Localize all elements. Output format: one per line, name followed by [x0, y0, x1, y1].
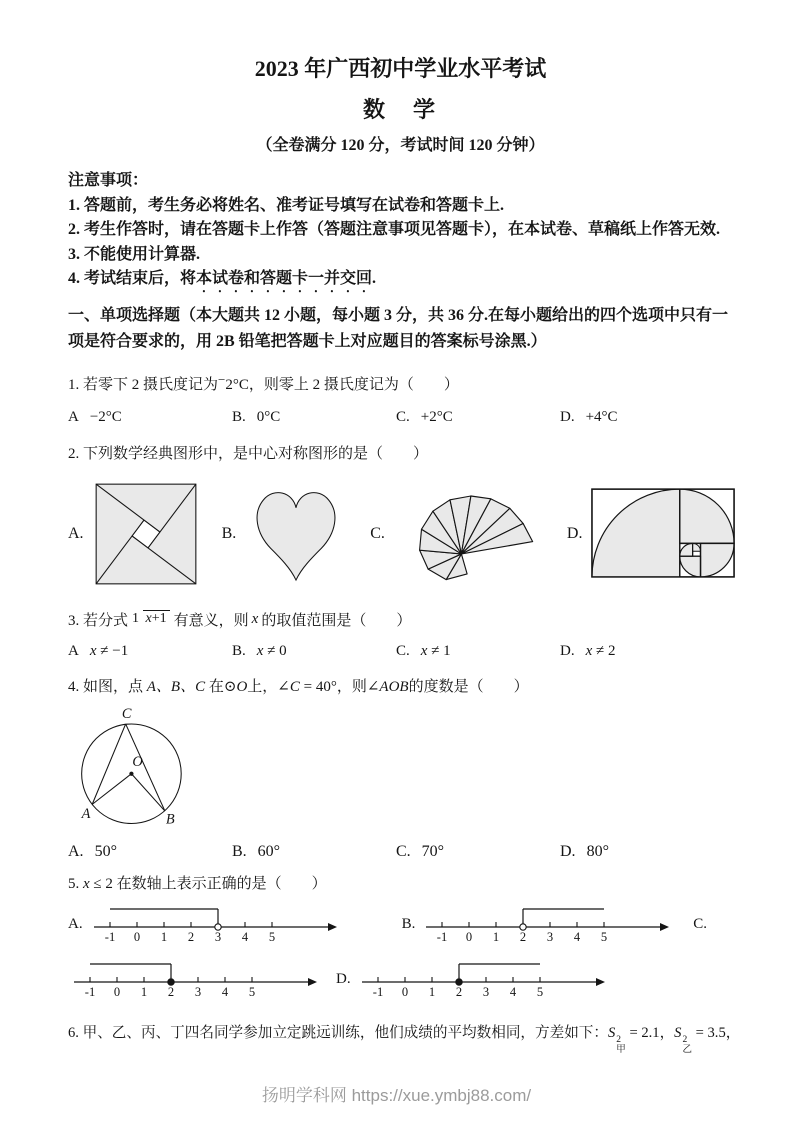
svg-text:2: 2 [520, 930, 527, 944]
question-3-options [68, 643, 733, 660]
circle-figure [74, 704, 208, 832]
golden-spiral-rectangle-figure [590, 487, 738, 581]
q6-s2-sub: 乙 [682, 1044, 692, 1055]
spiral-of-theodorus-fan-figure [393, 473, 545, 595]
svg-text:5: 5 [536, 985, 543, 999]
notice-item-4 [68, 267, 733, 296]
svg-text:1: 1 [493, 930, 500, 944]
q3-option-c-rest: ≠ 1 [427, 643, 451, 659]
q5-option-c-label: C. [693, 916, 707, 932]
q4-option-c-text: 70° [421, 843, 445, 860]
q4-option-b [232, 843, 396, 861]
q6-s1-sub: 甲 [616, 1044, 626, 1055]
q3-option-b-var: x [256, 643, 264, 659]
q1-option-c-text: +2°C [420, 409, 453, 425]
q4-option-c [396, 843, 560, 861]
q1-option-b-text: 0°C [256, 409, 281, 425]
q4-angle-aob: AOB [379, 679, 409, 695]
question-1-text [68, 369, 733, 396]
q3-option-b-label: B. [232, 643, 246, 659]
q1-option-b-label: B. [232, 409, 246, 425]
svg-text:-1: -1 [84, 985, 96, 999]
q5-option-b-label: B. [401, 916, 416, 932]
svg-text:3: 3 [482, 985, 489, 999]
q3-option-d-rest: ≠ 2 [592, 643, 616, 659]
q4-points: A、B、C [146, 679, 206, 695]
svg-text:0: 0 [401, 985, 408, 999]
q5-option-a-label: A. [68, 916, 83, 932]
q4-text-mid2: 上，∠ [247, 679, 290, 695]
number-line-figure-b [420, 899, 672, 950]
q2-option-a [68, 480, 200, 588]
svg-text:4: 4 [241, 930, 248, 944]
number-line-figure-a [88, 899, 340, 950]
exam-info: （全卷满分 120 分，考试时间 120 分钟） [256, 137, 545, 154]
question-5-text [68, 874, 733, 895]
q4-option-a-text: 50° [94, 843, 117, 860]
q5-text-post: ≤ 2 在数轴上表示正确的是（ ） [89, 876, 327, 892]
q3-var-x: x [251, 611, 259, 627]
q6-s1-sup: 2 [616, 1035, 622, 1045]
q1-option-a-text: −2°C [89, 409, 122, 425]
q5-option-d-label: D. [336, 971, 351, 987]
notice-item-2: 2. 考生作答时，请在答题卡上作答（答题注意事项见答题卡），在本试卷、草稿纸上作答无效. [68, 221, 721, 238]
svg-text:1: 1 [428, 985, 435, 999]
q2-option-b [222, 484, 349, 584]
q4-text-mid1: 在⊙ [208, 679, 237, 695]
q3-option-c-label: C. [396, 643, 410, 659]
q5-text-pre: 5. [68, 876, 83, 892]
q3-option-a-label: A [68, 643, 79, 659]
q4-center-o: O [236, 679, 248, 695]
q6-text-pre: 6. 甲、乙、丙、丁四名同学参加立定跳远训练，他们成绩的平均数相同，方差如下： [68, 1025, 608, 1041]
q1-option-c-label: C. [396, 409, 410, 425]
notice-item-3: 3. 不能使用计算器. [68, 245, 201, 263]
svg-text:5: 5 [268, 930, 275, 944]
svg-text:0: 0 [466, 930, 473, 944]
q2-option-b-label: B. [221, 525, 237, 542]
q4-option-d-text: 80° [586, 843, 609, 860]
question-6-text [68, 1021, 741, 1056]
q2-option-d [567, 487, 739, 581]
question-5-row-1 [68, 899, 733, 950]
q6-s1-base: S [607, 1025, 616, 1041]
q1-temp-value: 2°C [225, 377, 249, 393]
q5-option-b [402, 899, 673, 950]
q3-option-d-var: x [585, 643, 593, 659]
question-1-options [68, 409, 733, 426]
svg-text:1: 1 [160, 930, 167, 944]
q3-option-b [232, 643, 396, 660]
svg-text:3: 3 [194, 985, 202, 999]
q1-option-c [396, 409, 560, 426]
svg-text:4: 4 [509, 985, 516, 999]
notice-heading: 注意事项： [68, 172, 149, 189]
q4-label-b: B [165, 811, 175, 828]
q1-option-a-label: A [68, 409, 79, 425]
svg-text:2: 2 [187, 930, 194, 944]
q4-option-a [68, 843, 232, 861]
q3-option-c [396, 643, 560, 660]
pythagorean-chord-diagram-figure [92, 480, 200, 588]
q2-option-c [370, 473, 545, 595]
q3-option-d-label: D. [560, 643, 575, 659]
notice-item-4-emphasized: 本试卷和答题卡一并交回 [196, 270, 373, 287]
q1-option-d [560, 409, 618, 426]
svg-text:-1: -1 [372, 985, 383, 999]
q6-text-mid1: = 2.1， [625, 1025, 675, 1041]
notice-item-4-pre: 4. 考试结束后，将 [68, 270, 197, 287]
q3-fraction-denominator [143, 610, 170, 626]
q2-option-d-label: D. [566, 525, 583, 542]
q1-option-d-text: +4°C [585, 409, 618, 425]
svg-text:5: 5 [248, 985, 256, 999]
q4-option-c-label: C. [396, 843, 411, 860]
q3-fraction [132, 611, 170, 627]
question-5-row-2 [68, 954, 733, 1005]
q4-label-c: C [121, 706, 132, 723]
q1-text-pre: 1. 若零下 2 摄氏度记为 [68, 377, 219, 393]
q5-option-d [336, 954, 608, 1005]
section-1-title: 一、单项选择题（本大题共 12 小题，每小题 3 分，共 36 分.在每小题给出的四个选项中只有一项是符合要求的，用 2B 铅笔把答题卡上对应题目的答案标号涂黑.） [68, 307, 729, 350]
q4-label-o: O [132, 754, 143, 771]
svg-text:1: 1 [140, 985, 148, 999]
q4-option-d-label: D. [560, 843, 576, 860]
q4-angle-c: C [289, 679, 300, 695]
notice-item-4-post: . [372, 270, 377, 287]
q3-option-d [560, 643, 616, 660]
svg-text:2: 2 [455, 985, 462, 999]
q6-s2-sup: 2 [682, 1035, 688, 1045]
q2-option-c-label: C. [370, 525, 385, 542]
q3-option-a-var: x [89, 643, 97, 659]
q4-option-d [560, 843, 609, 861]
q4-label-a: A [81, 805, 91, 822]
svg-text:3: 3 [547, 930, 554, 944]
svg-text:5: 5 [601, 930, 608, 944]
q5-option-a [68, 899, 340, 950]
svg-text:-1: -1 [104, 930, 115, 944]
svg-text:0: 0 [113, 985, 121, 999]
watermark-footer: 扬明学科网 https://xue.ymbj88.com/ [261, 1086, 532, 1105]
q6-s2-supsub [682, 1036, 692, 1056]
q1-text-post: ，则零上 2 摄氏度记为（ ） [248, 377, 459, 393]
q4-option-b-text: 60° [257, 843, 281, 860]
q3-option-b-rest: ≠ 0 [263, 643, 287, 659]
notice-block [68, 169, 733, 296]
svg-text:4: 4 [574, 930, 581, 944]
q3-option-a [68, 643, 232, 660]
page-title: 2023 年广西初中学业水平考试 [254, 56, 547, 81]
q3-option-a-rest: ≠ −1 [96, 643, 129, 659]
q6-s1-supsub [616, 1036, 626, 1056]
svg-text:3: 3 [214, 930, 221, 944]
q3-den-var: x [145, 611, 152, 627]
svg-text:2: 2 [167, 985, 175, 999]
question-4-figure [74, 704, 733, 837]
q1-option-d-label: D. [560, 409, 575, 425]
q2-option-a-label: A. [68, 525, 84, 542]
notice-item-1: 1. 答题前，考生务必将姓名、准考证号填写在试卷和答题卡上. [68, 196, 505, 214]
svg-text:0: 0 [133, 930, 140, 944]
q5-var-x: x [83, 876, 90, 892]
q6-text-mid2: = 3.5， [691, 1025, 741, 1041]
q3-den-rest: +1 [151, 611, 167, 627]
question-2-figures [68, 473, 733, 595]
q3-option-c-var: x [420, 643, 428, 659]
q4-text-pre: 4. 如图，点 [68, 679, 144, 695]
q4-option-a-label: A. [68, 843, 84, 860]
q3-text-post: 的取值范围是（ ） [261, 613, 412, 629]
q4-text-post: 的度数是（ ） [408, 679, 529, 695]
q3-text-pre: 3. 若分式 [68, 613, 129, 629]
q3-text-mid: 有意义，则 [173, 613, 249, 629]
heart-shape-figure [244, 484, 348, 584]
question-2-text: 2. 下列数学经典图形中，是中心对称图形的是（ ） [68, 446, 429, 462]
q1-option-b [232, 409, 396, 426]
question-4-text [68, 677, 733, 698]
q1-raised-minus: − [218, 372, 226, 387]
q3-fraction-numerator: 1 [132, 611, 140, 627]
q4-option-b-label: B. [232, 843, 247, 860]
question-4-options [68, 843, 733, 861]
subject-title: 数 学 [362, 97, 438, 122]
svg-text:4: 4 [221, 985, 229, 999]
number-line-figure-d [356, 954, 608, 1005]
q6-s2-base: S [674, 1025, 682, 1041]
number-line-figure-c [68, 954, 320, 1005]
q4-text-mid3: = 40°，则∠ [299, 679, 380, 695]
svg-text:-1: -1 [437, 930, 448, 944]
question-3-text [68, 609, 733, 630]
q1-option-a [68, 409, 232, 426]
